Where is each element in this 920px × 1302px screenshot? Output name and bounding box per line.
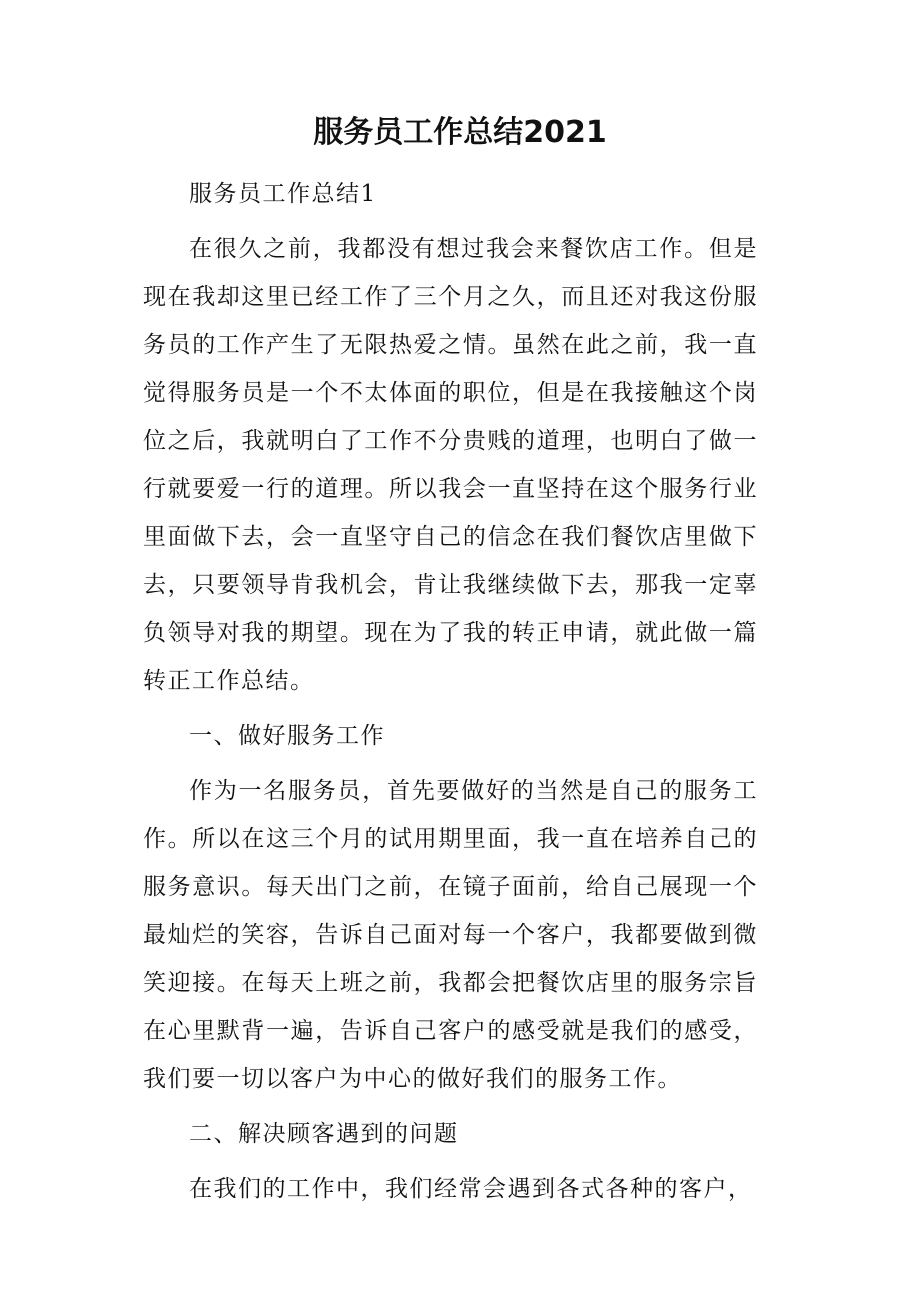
document-body [143, 170, 758, 1213]
paragraph-customers: 在我们的工作中，我们经常会遇到各式各种的客户， [189, 1176, 753, 1202]
document-title: 服务员工作总结2021 [313, 115, 607, 150]
section-heading-2: 二、解决顾客遇到的问题 [189, 1121, 459, 1147]
section-heading-1: 一、做好服务工作 [189, 723, 385, 749]
paragraph-service: 作为一名服务员，首先要做好的当然是自己的服务工作。所以在这三个月的试用期里面，我一直在培养自己的服务意识。每天出门之前，在镜子面前，给自己展现一个最灿烂的笑容，告诉自己面对每一个客户，我都要做到微笑迎接。在每天上班之前，我都会把餐饮店里的服务宗旨在心里默背一遍，告诉自己客户的感受就是我们的感受，我们要一切以客户为中心的做好我们的服务工作。 [143, 778, 758, 1092]
paragraph-subtitle: 服务员工作总结1 [189, 181, 377, 207]
paragraph-intro: 在很久之前，我都没有想过我会来餐饮店工作。但是现在我却这里已经工作了三个月之久，而且还对我这份服务员的工作产生了无限热爱之情。虽然在此之前，我一直觉得服务员是一个不太体面的职位，但是在我接触这个岗位之后，我就明白了工作不分贵贱的道理，也明白了做一行就要爱一行的道理。所以我会一直坚持在这个服务行业里面做下去，会一直坚守自己的信念在我们餐饮店里做下去，只要领导肯我机会，肯让我继续做下去，那我一定辜负领导对我的期望。现在为了我的转正申请，就此做一篇转正工作总结。 [143, 236, 758, 694]
